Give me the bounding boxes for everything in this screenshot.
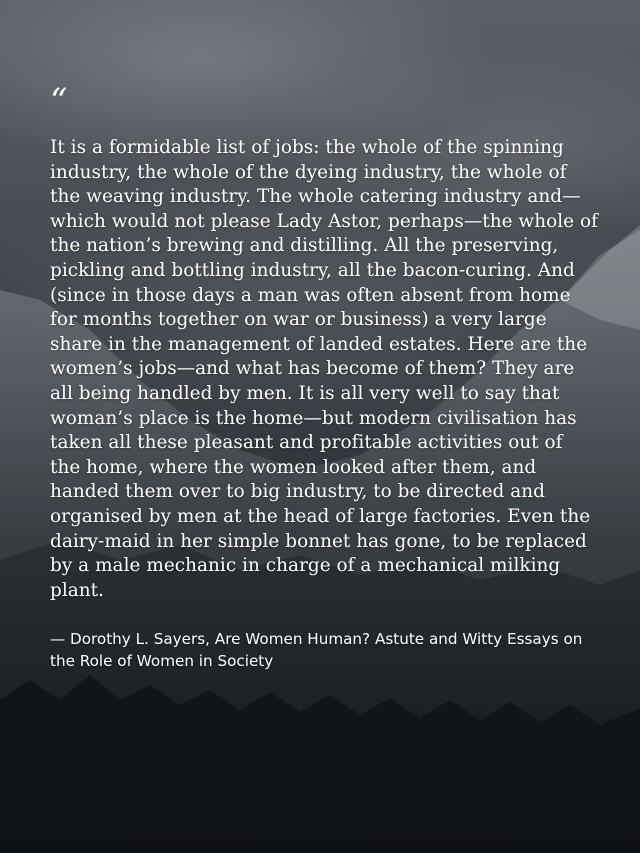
quote-attribution: — Dorothy L. Sayers, Are Women Human? Astute and Witty Essays on the Role of Women in Society — [50, 630, 583, 671]
quote-block — [50, 81, 598, 672]
quote-mark-icon: “ — [50, 81, 68, 121]
quote-text: It is a formidable list of jobs: the whole of the spinning industry, the whole of the dyeing industry, the whole of the weaving industry. The whole catering industry and—which would not please Lady Astor, perhaps—the whole of the nation’s brewing and distilling. All the preserving, pickling and bottling industry, all the bacon-curing. And (since in those days a man was often absent from home for months together on war or business) a very large share in the management of landed estates. Here are the women’s jobs—and what has become of them? They are all being handled by men. It is all very well to say that woman’s place is the home—but modern civilisation has taken all these pleasant and profitable activities out of the home, where the women looked after them, and handed them over to big industry, to be directed and organised by men at the head of large factories. Even the dairy-maid in her simple bonnet has gone, to be replaced by a male mechanic in charge of a mechanical milking plant. — [50, 137, 598, 601]
